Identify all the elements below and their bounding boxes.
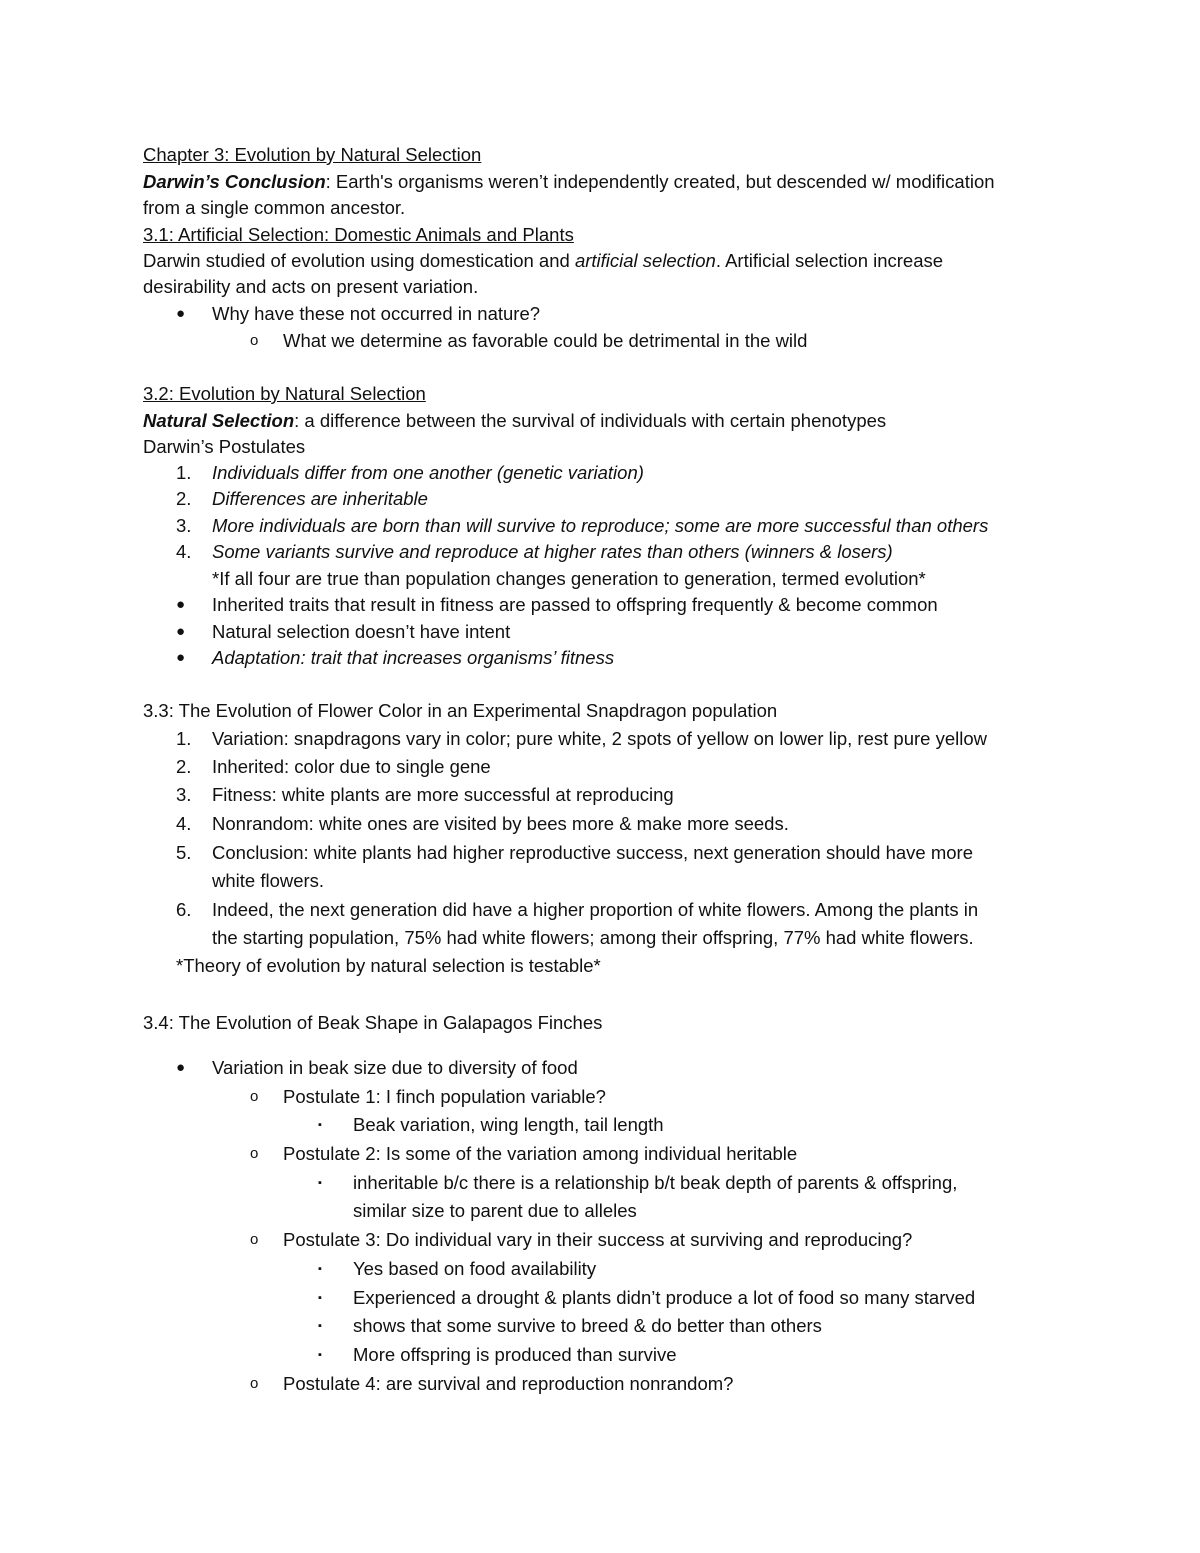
square-bullet-icon: ▪ [318, 1320, 322, 1332]
bullet-icon: ● [176, 649, 186, 666]
paragraph-text: . Artificial selection increase [715, 250, 944, 271]
postulate-3-detail: More offspring is produced than survive [353, 1344, 677, 1365]
postulate-item: More individuals are born than will survive to reproduce; some are more successful than others [212, 515, 989, 536]
darwin-conclusion-line2: from a single common ancestor. [143, 197, 406, 218]
list-number: 2. [176, 756, 192, 777]
postulate-3-detail: Experienced a drought & plants didn’t produce a lot of food so many starved [353, 1287, 976, 1308]
postulate-item: Differences are inheritable [212, 488, 428, 509]
section-3-3-note: *Theory of evolution by natural selection is testable* [176, 955, 601, 976]
list-item: Fitness: white plants are more successful at reproducing [212, 784, 674, 805]
chapter-title: Chapter 3: Evolution by Natural Selection [143, 144, 482, 165]
bullet-icon: ● [176, 623, 186, 640]
natural-selection-definition [143, 408, 886, 434]
square-bullet-icon: ▪ [318, 1119, 322, 1131]
postulate-item: Individuals differ from one another (genetic variation) [212, 462, 644, 483]
list-item: Conclusion: white plants had higher reproductive success, next generation should have more [212, 842, 974, 863]
artificial-selection-term: artificial selection [574, 250, 716, 271]
list-number: 1. [176, 728, 192, 749]
list-item-continuation: the starting population, 75% had white flowers; among their offspring, 77% had white flowers. [212, 927, 974, 948]
list-item: Inherited: color due to single gene [212, 756, 491, 777]
section-3-4-bullet: Variation in beak size due to diversity of food [212, 1057, 578, 1078]
section-3-2-heading: 3.2: Evolution by Natural Selection [143, 383, 426, 404]
list-number: 6. [176, 899, 192, 920]
list-item: Variation: snapdragons vary in color; pure white, 2 spots of yellow on lower lip, rest pure yellow [212, 728, 987, 749]
list-item-continuation: white flowers. [212, 870, 325, 891]
section-3-1-paragraph-line1 [143, 248, 943, 274]
list-item: Nonrandom: white ones are visited by bees more & make more seeds. [212, 813, 789, 834]
list-number: 3. [176, 784, 192, 805]
darwin-conclusion-line1 [143, 169, 995, 195]
postulate-number: 4. [176, 541, 192, 562]
bullet-icon: ● [176, 305, 186, 322]
postulates-label: Darwin’s Postulates [143, 436, 306, 457]
postulates-note: *If all four are true than population changes generation to generation, termed evolution* [212, 568, 926, 589]
natural-selection-term: Natural Selection [143, 410, 295, 431]
section-3-1-bullet: Why have these not occurred in nature? [212, 303, 541, 324]
section-3-2-bullet: Adaptation: trait that increases organisms’ fitness [212, 647, 615, 668]
postulate-number: 2. [176, 488, 192, 509]
darwin-conclusion-term: Darwin’s Conclusion [143, 171, 326, 192]
section-3-2-bullet: Inherited traits that result in fitness are passed to offspring frequently & become common [212, 594, 938, 615]
postulate-1-detail: Beak variation, wing length, tail length [353, 1114, 664, 1135]
circle-bullet-icon: o [250, 1088, 259, 1105]
list-number: 4. [176, 813, 192, 834]
postulate-number: 1. [176, 462, 192, 483]
darwin-conclusion-text: : Earth's organisms weren’t independently created, but descended w/ modification [325, 171, 995, 192]
postulate-2-detail: inheritable b/c there is a relationship b/t beak depth of parents & offspring, [353, 1172, 958, 1193]
list-item: Indeed, the next generation did have a higher proportion of white flowers. Among the plants in [212, 899, 979, 920]
postulate-number: 3. [176, 515, 192, 536]
circle-bullet-icon: o [250, 1231, 259, 1248]
definition-text: : a difference between the survival of individuals with certain phenotypes [294, 410, 887, 431]
section-3-2-bullet: Natural selection doesn’t have intent [212, 621, 511, 642]
postulate-3-detail: shows that some survive to breed & do better than others [353, 1315, 822, 1336]
bullet-icon: ● [176, 1059, 186, 1076]
section-3-1-paragraph-line2: desirability and acts on present variation. [143, 276, 479, 297]
section-3-3-heading: 3.3: The Evolution of Flower Color in an Experimental Snapdragon population [143, 700, 778, 721]
circle-bullet-icon: o [250, 1145, 259, 1162]
paragraph-text: Darwin studied of evolution using domestication and [143, 250, 575, 271]
square-bullet-icon: ▪ [318, 1263, 322, 1275]
list-number: 5. [176, 842, 192, 863]
bullet-icon: ● [176, 596, 186, 613]
postulate-1: Postulate 1: I finch population variable? [283, 1086, 606, 1107]
postulate-2: Postulate 2: Is some of the variation among individual heritable [283, 1143, 798, 1164]
section-3-1-sub-bullet: What we determine as favorable could be detrimental in the wild [283, 330, 808, 351]
circle-bullet-icon: o [250, 1375, 259, 1392]
postulate-4: Postulate 4: are survival and reproduction nonrandom? [283, 1373, 734, 1394]
section-3-4-heading: 3.4: The Evolution of Beak Shape in Galapagos Finches [143, 1012, 603, 1033]
postulate-3-detail: Yes based on food availability [353, 1258, 597, 1279]
square-bullet-icon: ▪ [318, 1292, 322, 1304]
square-bullet-icon: ▪ [318, 1177, 322, 1189]
circle-bullet-icon: o [250, 332, 259, 349]
section-3-1-heading: 3.1: Artificial Selection: Domestic Animals and Plants [143, 224, 574, 245]
square-bullet-icon: ▪ [318, 1349, 322, 1361]
postulate-3: Postulate 3: Do individual vary in their success at surviving and reproducing? [283, 1229, 913, 1250]
postulate-item: Some variants survive and reproduce at higher rates than others (winners & losers) [212, 541, 893, 562]
postulate-2-detail-continuation: similar size to parent due to alleles [353, 1200, 637, 1221]
